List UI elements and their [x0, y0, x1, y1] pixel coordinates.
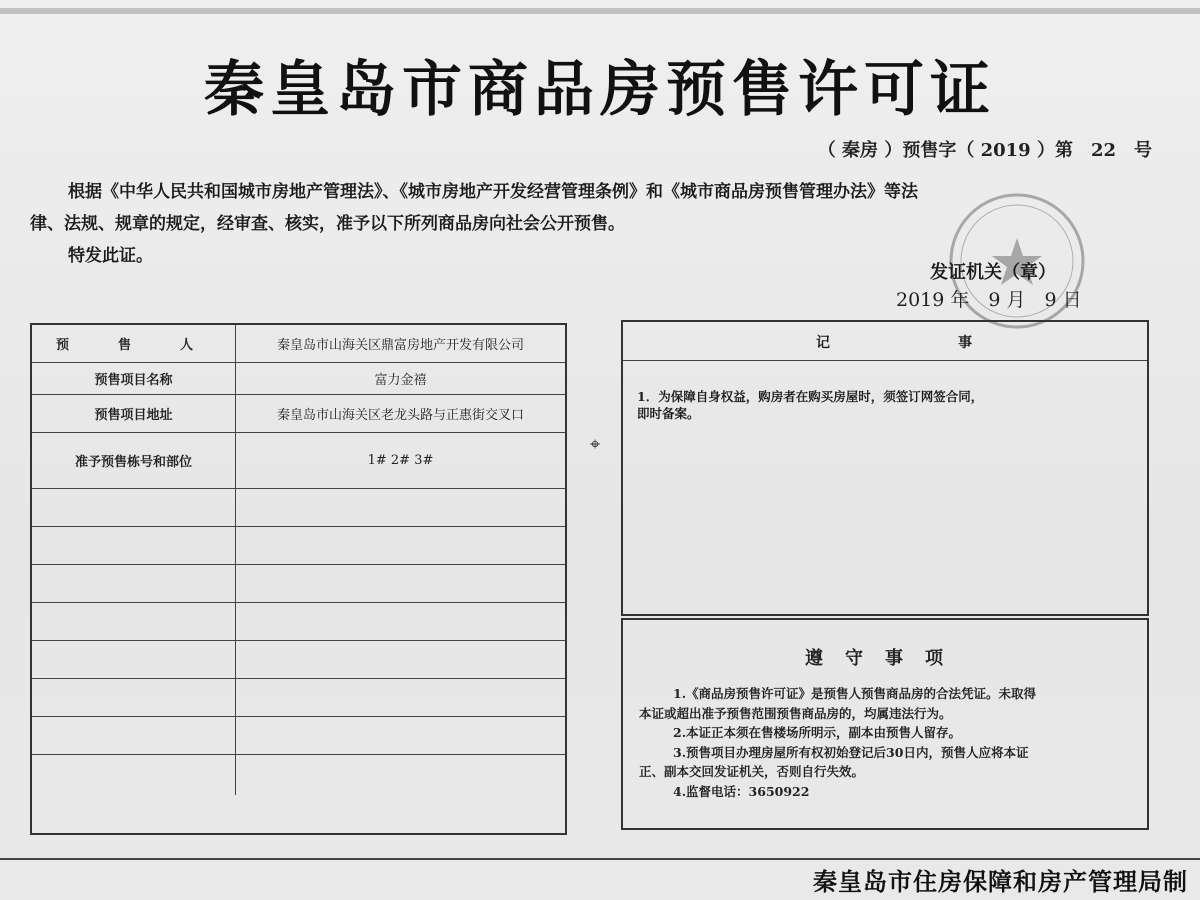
table-row-value: [236, 565, 565, 602]
table-row-label: 预售项目名称: [32, 363, 236, 394]
table-row-label: [32, 565, 236, 602]
certificate-number: （ 秦房 ）预售字（ 2019 ）第 22 号: [817, 140, 1152, 161]
table-row: [32, 395, 565, 433]
observance-line: 4.监督电话：3650922: [673, 783, 810, 799]
table-row-value: [236, 489, 565, 526]
table-row-label: [32, 679, 236, 716]
observance-line: 正、副本交回发证机关，否则自行失效。: [639, 764, 865, 779]
table-row-label: [32, 489, 236, 526]
crosshair-mark-icon: ⌖: [590, 434, 601, 455]
paragraph-line-2: 律、法规、规章的规定，经审查、核实，准予以下所列商品房向社会公开预售。: [30, 214, 625, 234]
table-row: [32, 433, 565, 489]
table-row-value: [236, 679, 565, 716]
table-row-label: [32, 527, 236, 564]
table-row-label: [32, 603, 236, 640]
observance-line: 本证或超出准予预售范围预售商品房的，均属违法行为。: [639, 705, 952, 721]
table-row-value: [236, 527, 565, 564]
table-row: [32, 717, 565, 755]
page-title: 秦皇岛市商品房预售许可证: [204, 55, 996, 125]
issuing-authority-label: 发证机关（章）: [930, 262, 1056, 283]
table-row-value: 富力金禧: [374, 373, 427, 388]
observance-list: [639, 684, 1139, 801]
table-row-value: [236, 755, 565, 795]
table-row-label: [32, 641, 236, 678]
table-row-label: 预 售 人: [32, 325, 236, 362]
table-row-value: [236, 641, 565, 678]
notes-content: [637, 388, 1137, 422]
table-row: [32, 641, 565, 679]
footer-issuer: 秦皇岛市住房保障和房产管理局制: [813, 868, 1188, 896]
presale-info-table: [30, 323, 567, 835]
paragraph-line-1: 根据《中华人民共和国城市房地产管理法》、《城市房地产开发经营管理条例》和《城市商品房预售管理办法》等法: [68, 182, 918, 202]
table-row: [32, 325, 565, 363]
top-border-line: [0, 8, 1200, 14]
observance-line: 3.预售项目办理房屋所有权初始登记后30日内，预售人应将本证: [673, 744, 1029, 760]
observance-title: 遵守事项: [805, 648, 965, 669]
table-row-label: [32, 755, 236, 795]
observance-line: 1.《商品房预售许可证》是预售人预售商品房的合法凭证。未取得: [673, 686, 1037, 701]
table-row-value: 秦皇岛市山海关区鼎富房地产开发有限公司: [276, 338, 524, 353]
table-row: [32, 489, 565, 527]
note-line: 即时备案。: [637, 406, 700, 421]
table-row-label: 预售项目地址: [32, 395, 236, 432]
table-row: [32, 603, 565, 641]
table-row-label: 准予预售栋号和部位: [32, 433, 236, 488]
table-row-value: 秦皇岛市山海关区老龙头路与正惠街交叉口: [276, 408, 524, 423]
paragraph-line-3: 特发此证。: [68, 246, 153, 266]
bottom-border-line: [0, 858, 1200, 860]
table-row-value: [236, 603, 565, 640]
observance-box: [621, 618, 1149, 830]
issue-date: 2019 年 9 月 9 日: [896, 289, 1082, 311]
note-line: 1．为保障自身权益，购房者在购买房屋时，须签订网签合同，: [637, 389, 984, 404]
table-row: [32, 527, 565, 565]
table-row: [32, 755, 565, 795]
table-row: [32, 679, 565, 717]
notes-header-left: 记: [816, 335, 830, 351]
table-row-value: [236, 717, 565, 754]
table-row: [32, 565, 565, 603]
notes-header: [623, 322, 1147, 361]
table-row-label: [32, 717, 236, 754]
table-row-value: 1# 2# 3#: [367, 453, 434, 468]
notes-header-right: 事: [958, 335, 972, 351]
table-row: [32, 363, 565, 395]
observance-line: 2.本证正本须在售楼场所明示，副本由预售人留存。: [673, 725, 962, 740]
notes-box: [621, 320, 1149, 616]
